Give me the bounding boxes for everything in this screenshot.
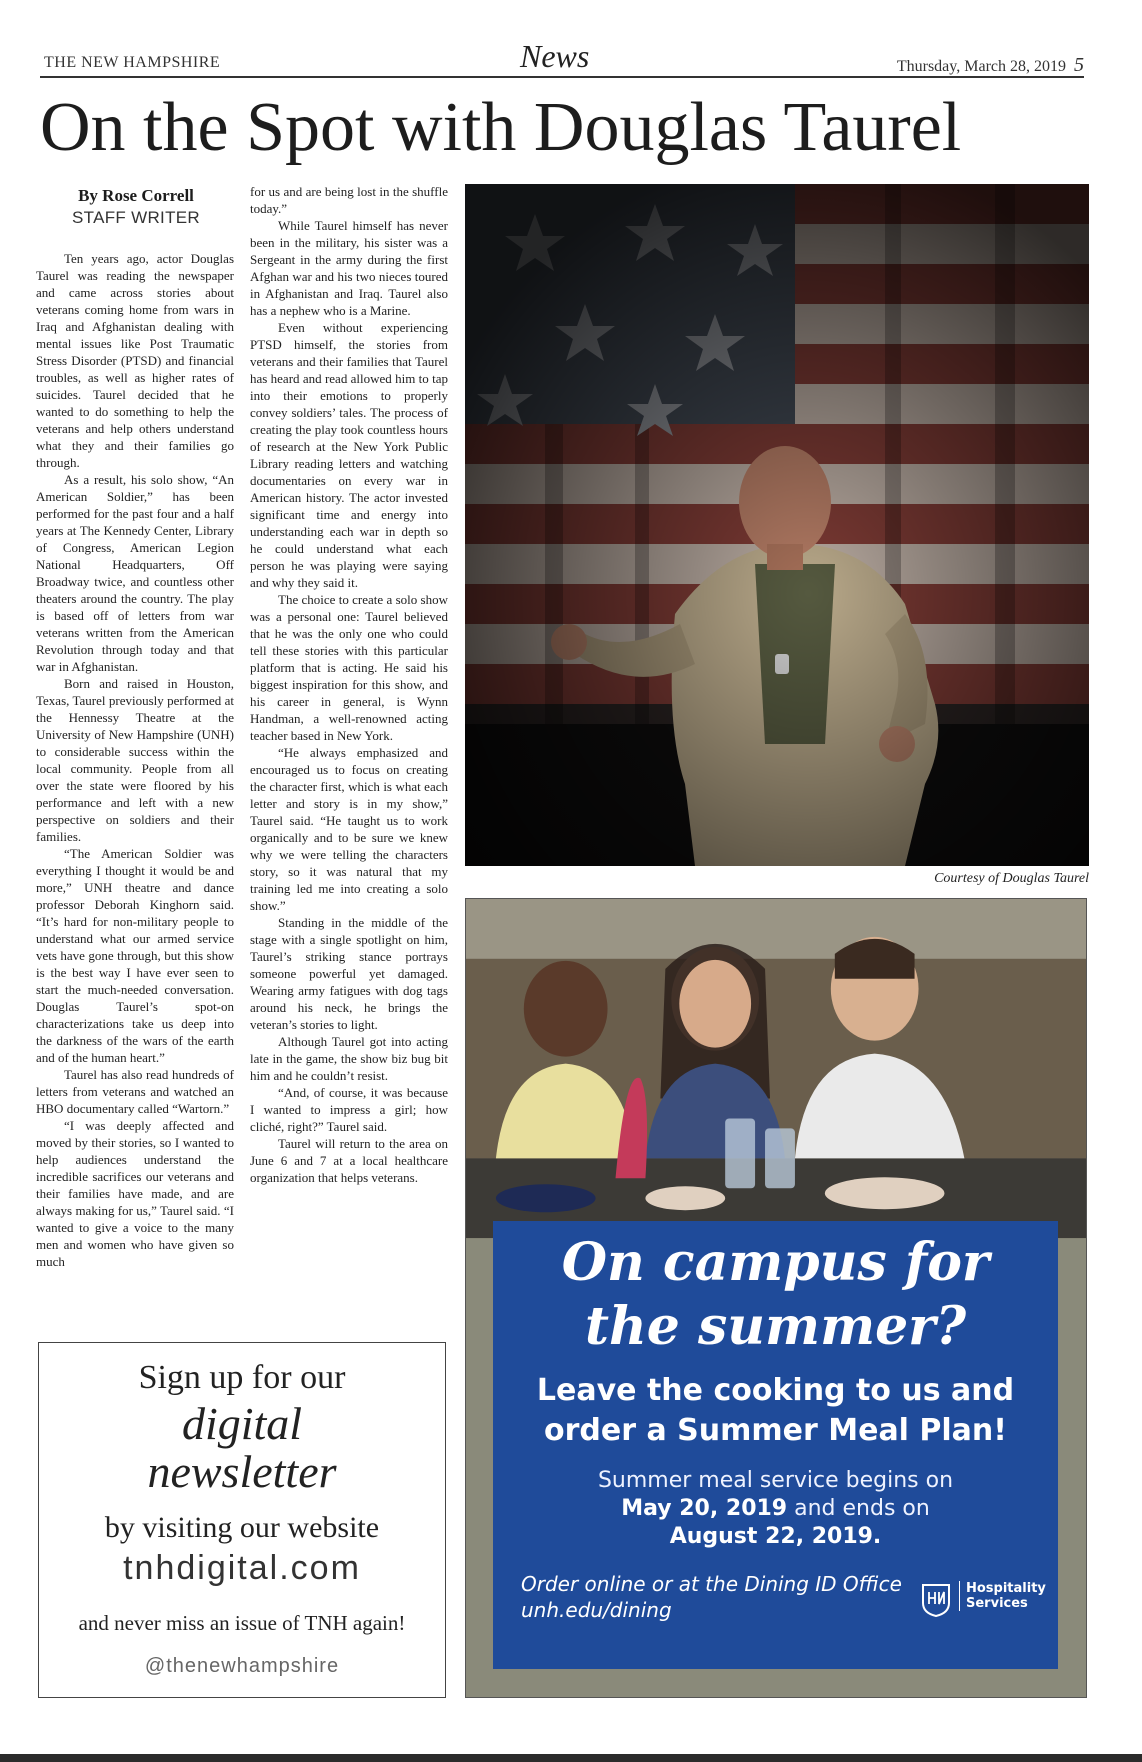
- ad-order-line: Order online or at the Dining ID Office: [521, 1572, 902, 1596]
- ad-subheadline: [493, 1371, 1058, 1451]
- article-photo: [465, 184, 1089, 866]
- ad-order-info: [521, 1571, 902, 1623]
- ad-headline-line: On campus for: [561, 1232, 990, 1293]
- newsletter-line: by visiting our website: [104, 1511, 380, 1544]
- paragraph: Although Taurel got into acting late in the game, the show biz bug bit him and he couldn’t resist.: [250, 1034, 448, 1083]
- ad-subheadline-line: order a Summer Meal Plan!: [544, 1413, 1007, 1448]
- ad-subheadline-line: Leave the cooking to us and: [536, 1373, 1015, 1408]
- paragraph: Taurel has also read hundreds of letters from veterans and watched an HBO documentary called “Wartorn.”: [36, 1067, 234, 1116]
- paragraph: Ten years ago, actor Douglas Taurel was reading the newspaper and came across stories about veterans coming home from wars in Iraq and Afghanistan dealing with mental issues like Post Traumatic Stress Disorder (PTSD) and financial troubles, as well as higher rates of suicides. Taurel decided that he wanted to do something to help the veterans and help others understand what they and their families go through.: [36, 251, 234, 470]
- logo-text: Hospitality: [966, 1581, 1046, 1596]
- article-headline: On the Spot with Douglas Taurel: [40, 89, 962, 166]
- page-number: 5: [1074, 54, 1084, 76]
- ad-info-line: [493, 1495, 1058, 1523]
- article-column-1: [36, 250, 234, 1270]
- dining-advertisement: [465, 898, 1087, 1698]
- byline-title: STAFF WRITER: [72, 208, 200, 227]
- ad-info-line: Summer meal service begins on: [597, 1468, 954, 1493]
- ad-info-mid: and ends on: [787, 1496, 930, 1521]
- newsletter-line: newsletter: [147, 1446, 337, 1497]
- article-column-2: [250, 183, 448, 1186]
- newsletter-website-link[interactable]: tnhdigital.com: [123, 1549, 361, 1587]
- paragraph: for us and are being lost in the shuffle today.”: [250, 184, 448, 216]
- byline: [38, 186, 234, 228]
- ad-start-date: May 20, 2019: [621, 1496, 788, 1521]
- masthead-paper-name: THE NEW HAMPSHIRE: [44, 54, 221, 71]
- page-bottom-bar: [0, 1754, 1142, 1762]
- paragraph: The choice to create a solo show was a personal one: Taurel believed that he was the only one who could tell these stories with this particular platform that is acting. He said his biggest inspiration for this show, and his career in general, is Wynn Handman, a well-renowned acting teacher based in New York.: [250, 592, 448, 743]
- paragraph: Taurel will return to the area on June 6 and 7 at a local healthcare organization that helps veterans.: [250, 1136, 448, 1185]
- masthead-section-name: News: [520, 38, 590, 74]
- paragraph: While Taurel himself has never been in the military, his sister was a Sergeant in the army during the first Afghan war and his two nieces toured in Afghanistan and Iraq. Taurel also has a nephew who is a Marine.: [250, 218, 448, 318]
- logo-text: Services: [966, 1596, 1028, 1611]
- newsletter-promo: [38, 1342, 446, 1698]
- paragraph: “I was deeply affected and moved by their stories, so I wanted to help audiences understand the incredible sacrifices our veterans and their families have made, and are always making for us,” Taurel said. “I wanted to give a voice to the many men and women who have given so much: [36, 1118, 234, 1269]
- ad-end-date: August 22, 2019.: [669, 1524, 882, 1549]
- paragraph: “And, of course, it was because I wanted to impress a girl; how cliché, right?” Taurel said.: [250, 1085, 448, 1134]
- hospitality-services-logo: [959, 1581, 1046, 1611]
- photo-caption: Courtesy of Douglas Taurel: [934, 871, 1089, 886]
- newsletter-line: digital: [181, 1398, 303, 1449]
- paragraph: Standing in the middle of the stage with a single spotlight on him, Taurel’s striking stance portrays someone powerful yet damaged. Wearing army fatigues with dog tags around his neck, he brings the veteran’s stories to light.: [250, 915, 448, 1032]
- masthead-date-page: [897, 54, 1084, 77]
- newsletter-line: Sign up for our: [138, 1359, 346, 1396]
- paragraph: Even without experiencing PTSD himself, the stories from veterans and their families that Taurel has heard and read allowed him to tap into their emotions to properly convey soldiers’ tales. The process of creating the play took countless hours of research at the New York Public Library reading letters and watching documentaries on every war in American history. The actor invested significant time and energy into understanding each war in depth so he could understand what each person he was playing were saying and why they said it.: [250, 320, 448, 590]
- paragraph: “He always emphasized and encouraged us to focus on creating the character first, which is what each letter and story is in my show,” Taurel said. “He taught us to work organically and to be sure we knew why we were telling the characters story, so it was natural that my training led me into creating a solo show.”: [250, 745, 448, 913]
- social-handle: @thenewhampshire: [144, 1655, 340, 1677]
- actor-on-stage-image: [465, 184, 1089, 866]
- ad-service-dates: [493, 1467, 1058, 1551]
- unh-shield-icon: [921, 1583, 951, 1617]
- byline-name: By Rose Correll: [78, 186, 194, 205]
- masthead-rule: [40, 76, 1084, 78]
- paragraph: As a result, his solo show, “An American Soldier,” has been performed for the past four and a half years at The Kennedy Center, Library of Congress, American Legion National Headquarters, Off Broadway twice, and countless other theaters around the country. The play is based off of letters from war veterans written from the American Revolution through today and that war in Afghanistan.: [36, 472, 234, 674]
- masthead-date: Thursday, March 28, 2019: [896, 58, 1066, 75]
- paragraph: “The American Soldier was everything I thought it would be and more,” UNH theatre and dance professor Deborah Kinghorn said. “It’s hard for non-military people to understand what our armed service vets have gone through, but this show is the best way I have ever seen to start the much-needed conversation. Douglas Taurel’s spot-on characterizations take us deep into the darkness of the wars of the earth and of the human heart.”: [36, 846, 234, 1065]
- ad-headline: [493, 1231, 1058, 1359]
- ad-info-line: [493, 1523, 1058, 1551]
- paragraph: Born and raised in Houston, Texas, Taurel previously performed at the Hennessy Theatre at the University of New Hampshire (UNH) to considerable success within the local community. People from all over the state were floored by his performance and left with a new perspective on soldiers and their families.: [36, 676, 234, 844]
- ad-dining-link[interactable]: unh.edu/dining: [521, 1598, 672, 1622]
- newsletter-line: and never miss an issue of TNH again!: [78, 1611, 406, 1635]
- ad-headline-line: the summer?: [584, 1296, 967, 1357]
- ad-blue-panel: [493, 1221, 1058, 1669]
